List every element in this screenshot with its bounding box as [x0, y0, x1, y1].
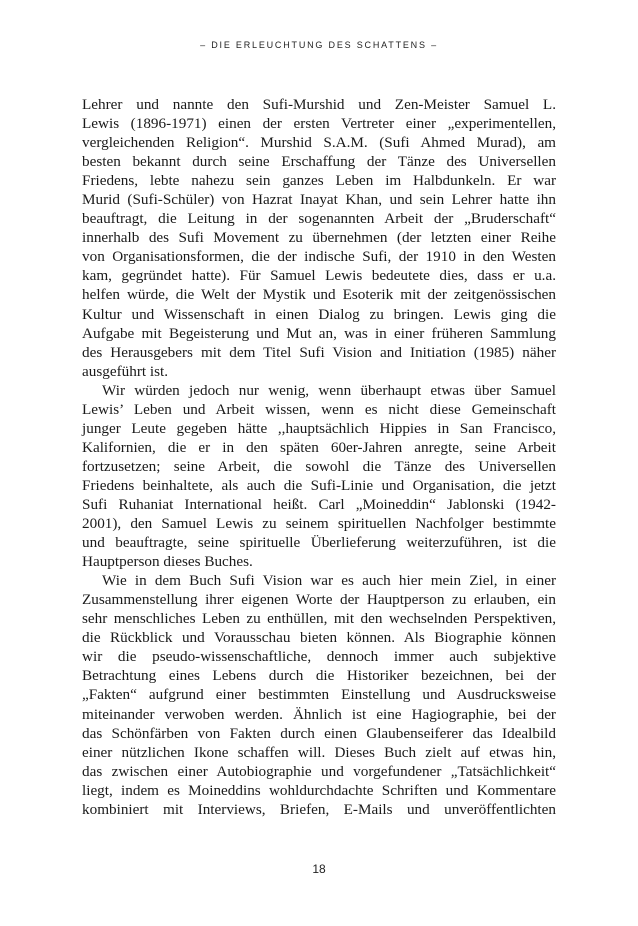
text-line: 2001), den Samuel Lewis zu seinem spirituellen Nachfolger bestimmte [82, 515, 556, 533]
text-line: Friedens beinhaltete, als auch die Sufi-Linie und Organisation, die jetzt [82, 476, 556, 494]
paragraph-end-line: Hauptperson dieses Buches. [82, 553, 253, 571]
text-line: wir die pseudo-wissenschaftliche, dennoch immer auch subjektive [82, 648, 556, 666]
text-line: Aufgabe mit Begeisterung und Mut an, was in einer früheren Sammlung [82, 324, 556, 342]
text-line: helfen würde, die Welt der Mystik und Esoterik mit der zeitgenössischen [82, 286, 556, 304]
text-line: die Rückblick und Vorausschau bieten können. Als Biographie können [82, 629, 556, 647]
page-number: 18 [312, 862, 326, 876]
paragraph-first-line: Wie in dem Buch Sufi Vision war es auch hier mein Ziel, in einer [102, 572, 556, 590]
text-line: und beauftragte, seine spirituelle Überlieferung weiterzuführen, ist die [82, 534, 556, 552]
text-line: innerhalb des Sufi Movement zu übernehmen (der letzten einer Reihe [82, 229, 556, 247]
text-line: Kalifornien, die er in den späten 60er-Jahren anregte, seine Arbeit [82, 438, 556, 456]
text-line: kam, gegründet hatte). Für Samuel Lewis bedeutete dies, dass er u.a. [82, 267, 556, 285]
text-line: Lehrer und nannte den Sufi-Murshid und Zen-Meister Samuel L. [82, 96, 556, 113]
text-line: Lewis’ Leben und Arbeit wissen, wenn es nicht diese Gemeinschaft [82, 400, 556, 418]
text-line: Murid (Sufi-Schüler) von Hazrat Inayat Khan, und sein Lehrer hatte ihn [82, 191, 556, 209]
text-line: „Fakten“ aufgrund einer bestimmten Einstellung und Ausdrucksweise [82, 686, 556, 704]
text-line: von Organisationsformen, die der indische Sufi, der 1910 in den Westen [82, 248, 556, 266]
text-line: junger Leute gegeben hätte ,,hauptsächlich Hippies in San Francisco, [82, 419, 556, 437]
text-line: beauftragt, die Leitung in der sogenannten Arbeit der „Bruderschaft“ [82, 210, 556, 228]
text-line: das zwischen einer Autobiographie und vorgefundener „Tatsächlichkeit“ [82, 762, 556, 780]
text-line: liegt, indem es Moineddins wohldurchdachte Schriften und Kommentare [82, 781, 556, 799]
text-line: Sufi Ruhaniat International heißt. Carl „Moineddin“ Jablonski (1942- [82, 495, 556, 513]
text-line: das Schönfärben von Fakten durch einen Glaubenseiferer das Idealbild [82, 724, 556, 742]
text-line: Zusammenstellung ihrer eigenen Worte der Hauptperson zu erlauben, ein [82, 591, 556, 609]
text-line: Friedens, lebte nahezu sein ganzes Leben im Halbdunkeln. Er war [82, 172, 556, 190]
text-line: Kultur und Wissenschaft in einen Dialog zu bringen. Lewis ging die [82, 305, 556, 323]
text-line: sehr menschliches Leben zu enthüllen, mit den wechselnden Perspektiven, [82, 610, 556, 628]
text-line: besten bekannt durch seine Erschaffung der Tänze des Universellen [82, 153, 556, 171]
text-line: Betrachtung eines Lebens durch die Historiker bezeichnen, bei der [82, 667, 556, 685]
text-line: Lewis (1896-1971) einen der ersten Vertreter einer „experimentellen, [82, 115, 556, 133]
text-line: einer nützlichen Ikone schaffen will. Dieses Buch zielt auf etwas hin, [82, 743, 556, 761]
paragraph-first-line: Wir würden jedoch nur wenig, wenn überhaupt etwas über Samuel [102, 381, 556, 399]
text-line: fortzusetzen; seine Arbeit, die sowohl die Tänze des Universellen [82, 457, 556, 475]
text-line: des Herausgebers mit dem Titel Sufi Vision and Initiation (1985) näher [82, 343, 556, 361]
text-line: kombiniert mit Interviews, Briefen, E-Mails und unveröffentlichten [82, 800, 556, 818]
running-header: – DIE ERLEUCHTUNG DES SCHATTENS – [200, 40, 438, 50]
text-line: miteinander verwoben werden. Ähnlich ist eine Hagiographie, bei der [82, 705, 556, 723]
text-line: vergleichenden Religion“. Murshid S.A.M. (Sufi Ahmed Murad), am [82, 134, 556, 152]
body-text [82, 95, 556, 819]
paragraph-end-line: ausgeführt ist. [82, 362, 169, 380]
